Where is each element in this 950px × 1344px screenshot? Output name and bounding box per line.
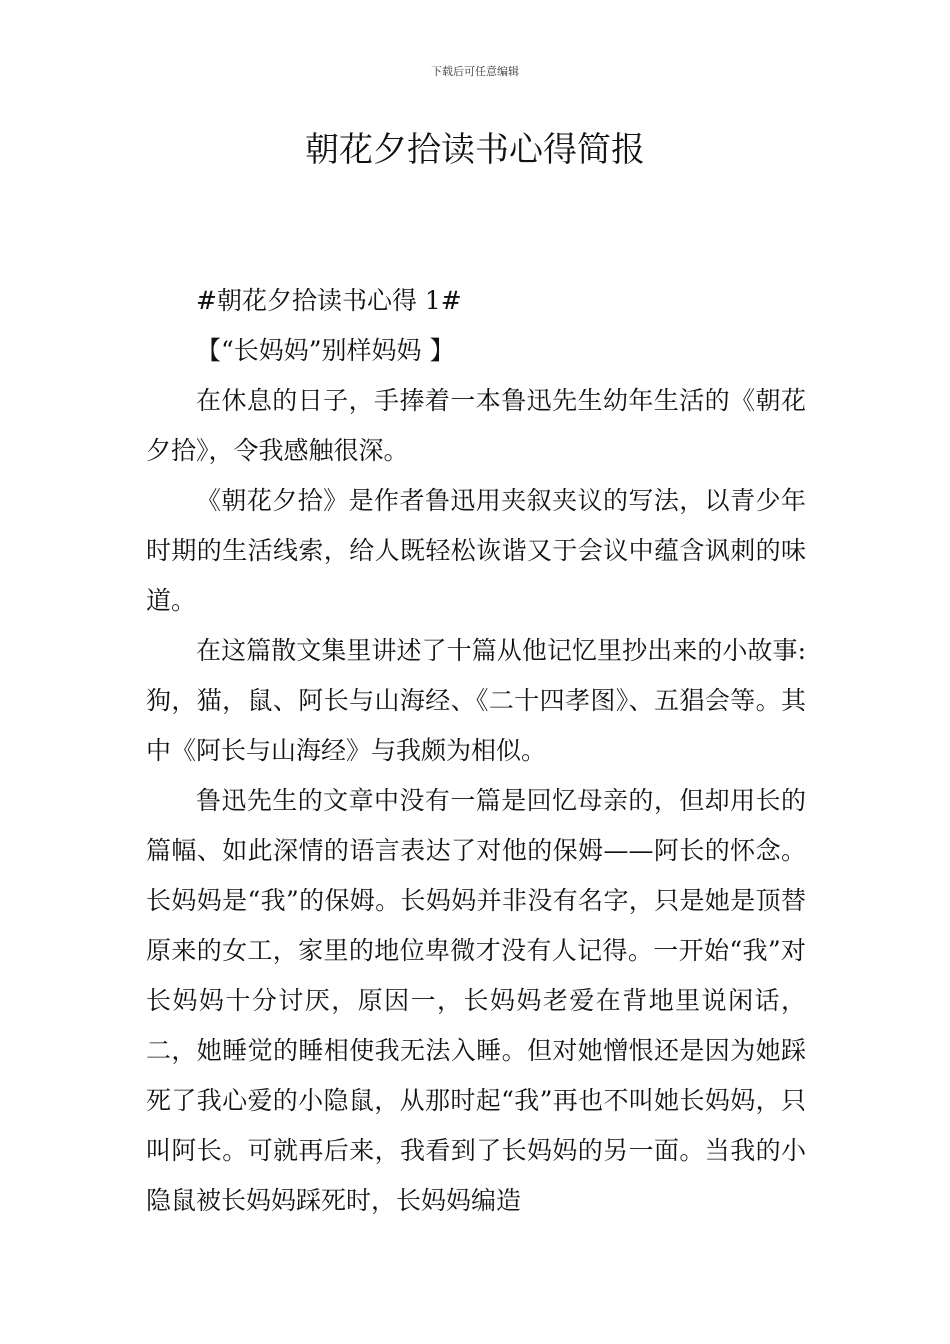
header-note: 下载后可任意编辑 [431, 65, 519, 78]
document-body [146, 276, 806, 1226]
paragraph-2: 《朝花夕拾》是作者鲁迅用夹叙夹议的写法，以青少年时期的生活线索，给人既轻松诙谐又于会议中蕴含讽刺的味道。 [146, 486, 806, 615]
paragraph-4: 鲁迅先生的文章中没有一篇是回忆母亲的，但却用长的篇幅、如此深情的语言表达了对他的保姆——阿长的怀念。长妈妈是“我”的保姆。长妈妈并非没有名字，只是她是顶替原来的女工，家里的地位卑微才没有人记得。一开始“我”对长妈妈十分讨厌，原因一，长妈妈老爱在背地里说闲话，二，她睡觉的睡相使我无法入睡。但对她憎恨还是因为她踩死了我心爱的小隐鼠，从那时起“我”再也不叫她长妈妈，只叫阿长。可就再后来，我看到了长妈妈的另一面。当我的小隐鼠被长妈妈踩死时，长妈妈编造 [146, 786, 806, 1215]
subheading: 【“长妈妈”别样妈妈 】 [196, 336, 455, 365]
paragraph-1: 在休息的日子，手捧着一本鲁迅先生幼年生活的《朝花夕拾》，令我感触很深。 [146, 386, 806, 465]
paragraph-3: 在这篇散文集里讲述了十篇从他记忆里抄出来的小故事:狗，猫，鼠、阿长与山海经、《二十四孝图》、五猖会等。其中《阿长与山海经》与我颇为相似。 [146, 636, 806, 765]
document-title: 朝花夕拾读书心得简报 [305, 130, 645, 170]
section-heading: #朝花夕拾读书心得 1# [196, 286, 462, 315]
